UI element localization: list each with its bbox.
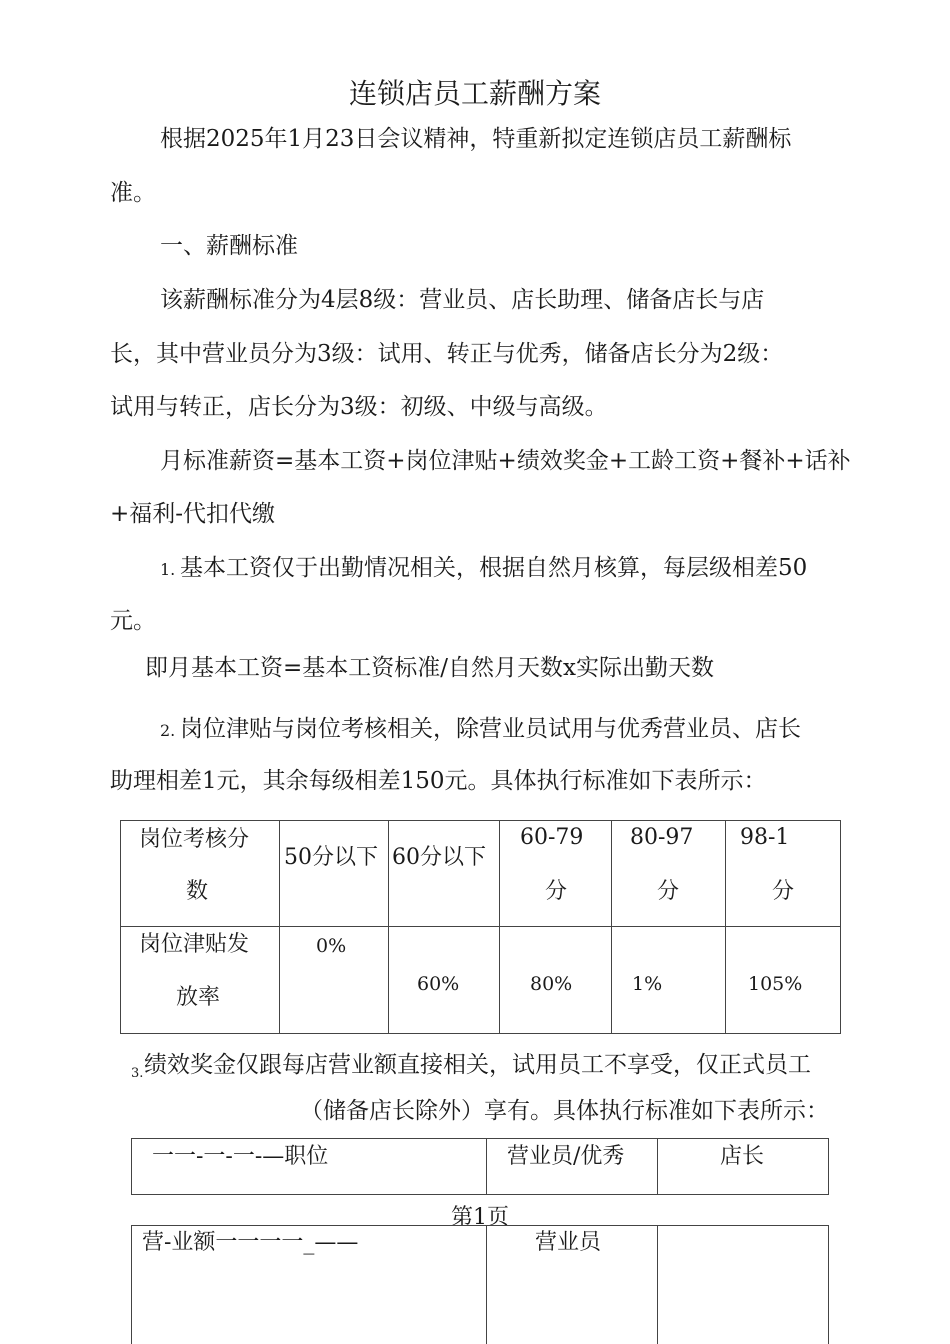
- salesperson-excellent-header: 营业员/优秀: [507, 1144, 625, 1169]
- item-1-line-1: 基本工资仅于出勤情况相关，根据自然月核算，每层级相差50: [180, 555, 808, 581]
- allowance-rate-table: [120, 820, 841, 1034]
- item-2-line-2: 助理相差1元，其余每级相差150元。具体执行标准如下表所示：: [110, 768, 767, 794]
- row-label-line-1: 岗位津贴发: [139, 932, 250, 957]
- sales-amount-label: 营-业额一一一一_——: [142, 1230, 359, 1255]
- rate-value-2: 60%: [417, 973, 460, 995]
- rate-value-5: 105%: [748, 973, 803, 995]
- section-1-heading: 一、薪酬标准: [160, 233, 298, 259]
- intro-line-2: 准。: [110, 180, 156, 206]
- item-3-number: 3.: [131, 1066, 144, 1081]
- table-row: [132, 1226, 829, 1344]
- score-col-4-line-1: 80-97: [630, 825, 694, 850]
- item-3-line-1: 绩效奖金仅跟每店营业额直接相关，试用员工不享受，仅正式员工: [144, 1052, 811, 1078]
- score-col-4-line-2: 分: [657, 879, 680, 904]
- table-cell: [500, 821, 612, 927]
- intro-line-1: 根据2025年1月23日会议精神，特重新拟定连锁店员工薪酬标: [160, 126, 792, 152]
- rate-value-4: 1%: [632, 973, 663, 995]
- table-cell: [121, 821, 280, 927]
- table-cell: [389, 821, 500, 927]
- table-cell: [612, 927, 726, 1034]
- store-manager-header: 店长: [720, 1144, 765, 1169]
- performance-bonus-table-continued: [131, 1225, 831, 1344]
- formula-line-1: 月标准薪资=基本工资+岗位津贴+绩效奖金+工龄工资+餐补+话补: [160, 448, 851, 474]
- table-body: [131, 1225, 829, 1344]
- score-col-5-line-2: 分: [772, 879, 795, 904]
- header-label-line-2: 数: [186, 879, 209, 904]
- table-cell: [658, 1139, 829, 1195]
- para-1-line-1: 该薪酬标准分为4层8级：营业员、店长助理、储备店长与店: [160, 287, 765, 313]
- salesperson-cell: 营业员: [535, 1230, 602, 1255]
- score-col-3-line-2: 分: [545, 879, 568, 904]
- item-1-formula: 即月基本工资=基本工资标准/自然月天数x实际出勤天数: [145, 655, 714, 681]
- table-cell: [726, 821, 841, 927]
- header-label-line-1: 岗位考核分: [139, 827, 250, 852]
- score-col-1: 50分以下: [284, 845, 378, 870]
- table-cell: [280, 821, 389, 927]
- table-cell: [487, 1139, 658, 1195]
- table-header-row: [121, 821, 841, 927]
- item-1-line-2: 元。: [110, 608, 156, 634]
- item-2-line-1: 岗位津贴与岗位考核相关，除营业员试用与优秀营业员、店长: [180, 716, 801, 742]
- performance-bonus-table-header: [131, 1138, 829, 1195]
- table-header-row: [132, 1139, 829, 1195]
- table-cell: [487, 1226, 658, 1344]
- table-cell: [726, 927, 841, 1034]
- document-title: 连锁店员工薪酬方案: [348, 77, 601, 110]
- item-1-number: 1.: [160, 560, 176, 579]
- score-col-3-line-1: 60-79: [520, 825, 584, 850]
- page-number: 第1页: [451, 1205, 509, 1230]
- score-col-5-line-1: 98-1: [740, 825, 790, 850]
- para-1-line-3: 试用与转正，店长分为3级：初级、中级与高级。: [110, 394, 608, 420]
- table-cell: [280, 927, 389, 1034]
- table-cell: [121, 927, 280, 1034]
- item-2-number: 2.: [160, 721, 176, 740]
- row-label-line-2: 放率: [176, 985, 221, 1010]
- table-cell: [658, 1226, 829, 1344]
- item-3-line-2: （储备店长除外）享有。具体执行标准如下表所示：: [300, 1098, 829, 1124]
- table-cell: [500, 927, 612, 1034]
- table-cell: [612, 821, 726, 927]
- formula-line-2: +福利-代扣代缴: [110, 501, 276, 527]
- position-header: 一一-一-一-—职位: [152, 1144, 329, 1169]
- rate-value-1: 0%: [316, 935, 347, 957]
- table-cell: [132, 1226, 487, 1344]
- score-col-2: 60分以下: [392, 845, 486, 870]
- table-row: [121, 927, 841, 1034]
- table-cell: [389, 927, 500, 1034]
- para-1-line-2: 长，其中营业员分为3级：试用、转正与优秀，储备店长分为2级：: [110, 341, 784, 367]
- rate-value-3: 80%: [530, 973, 573, 995]
- table-cell: [132, 1139, 487, 1195]
